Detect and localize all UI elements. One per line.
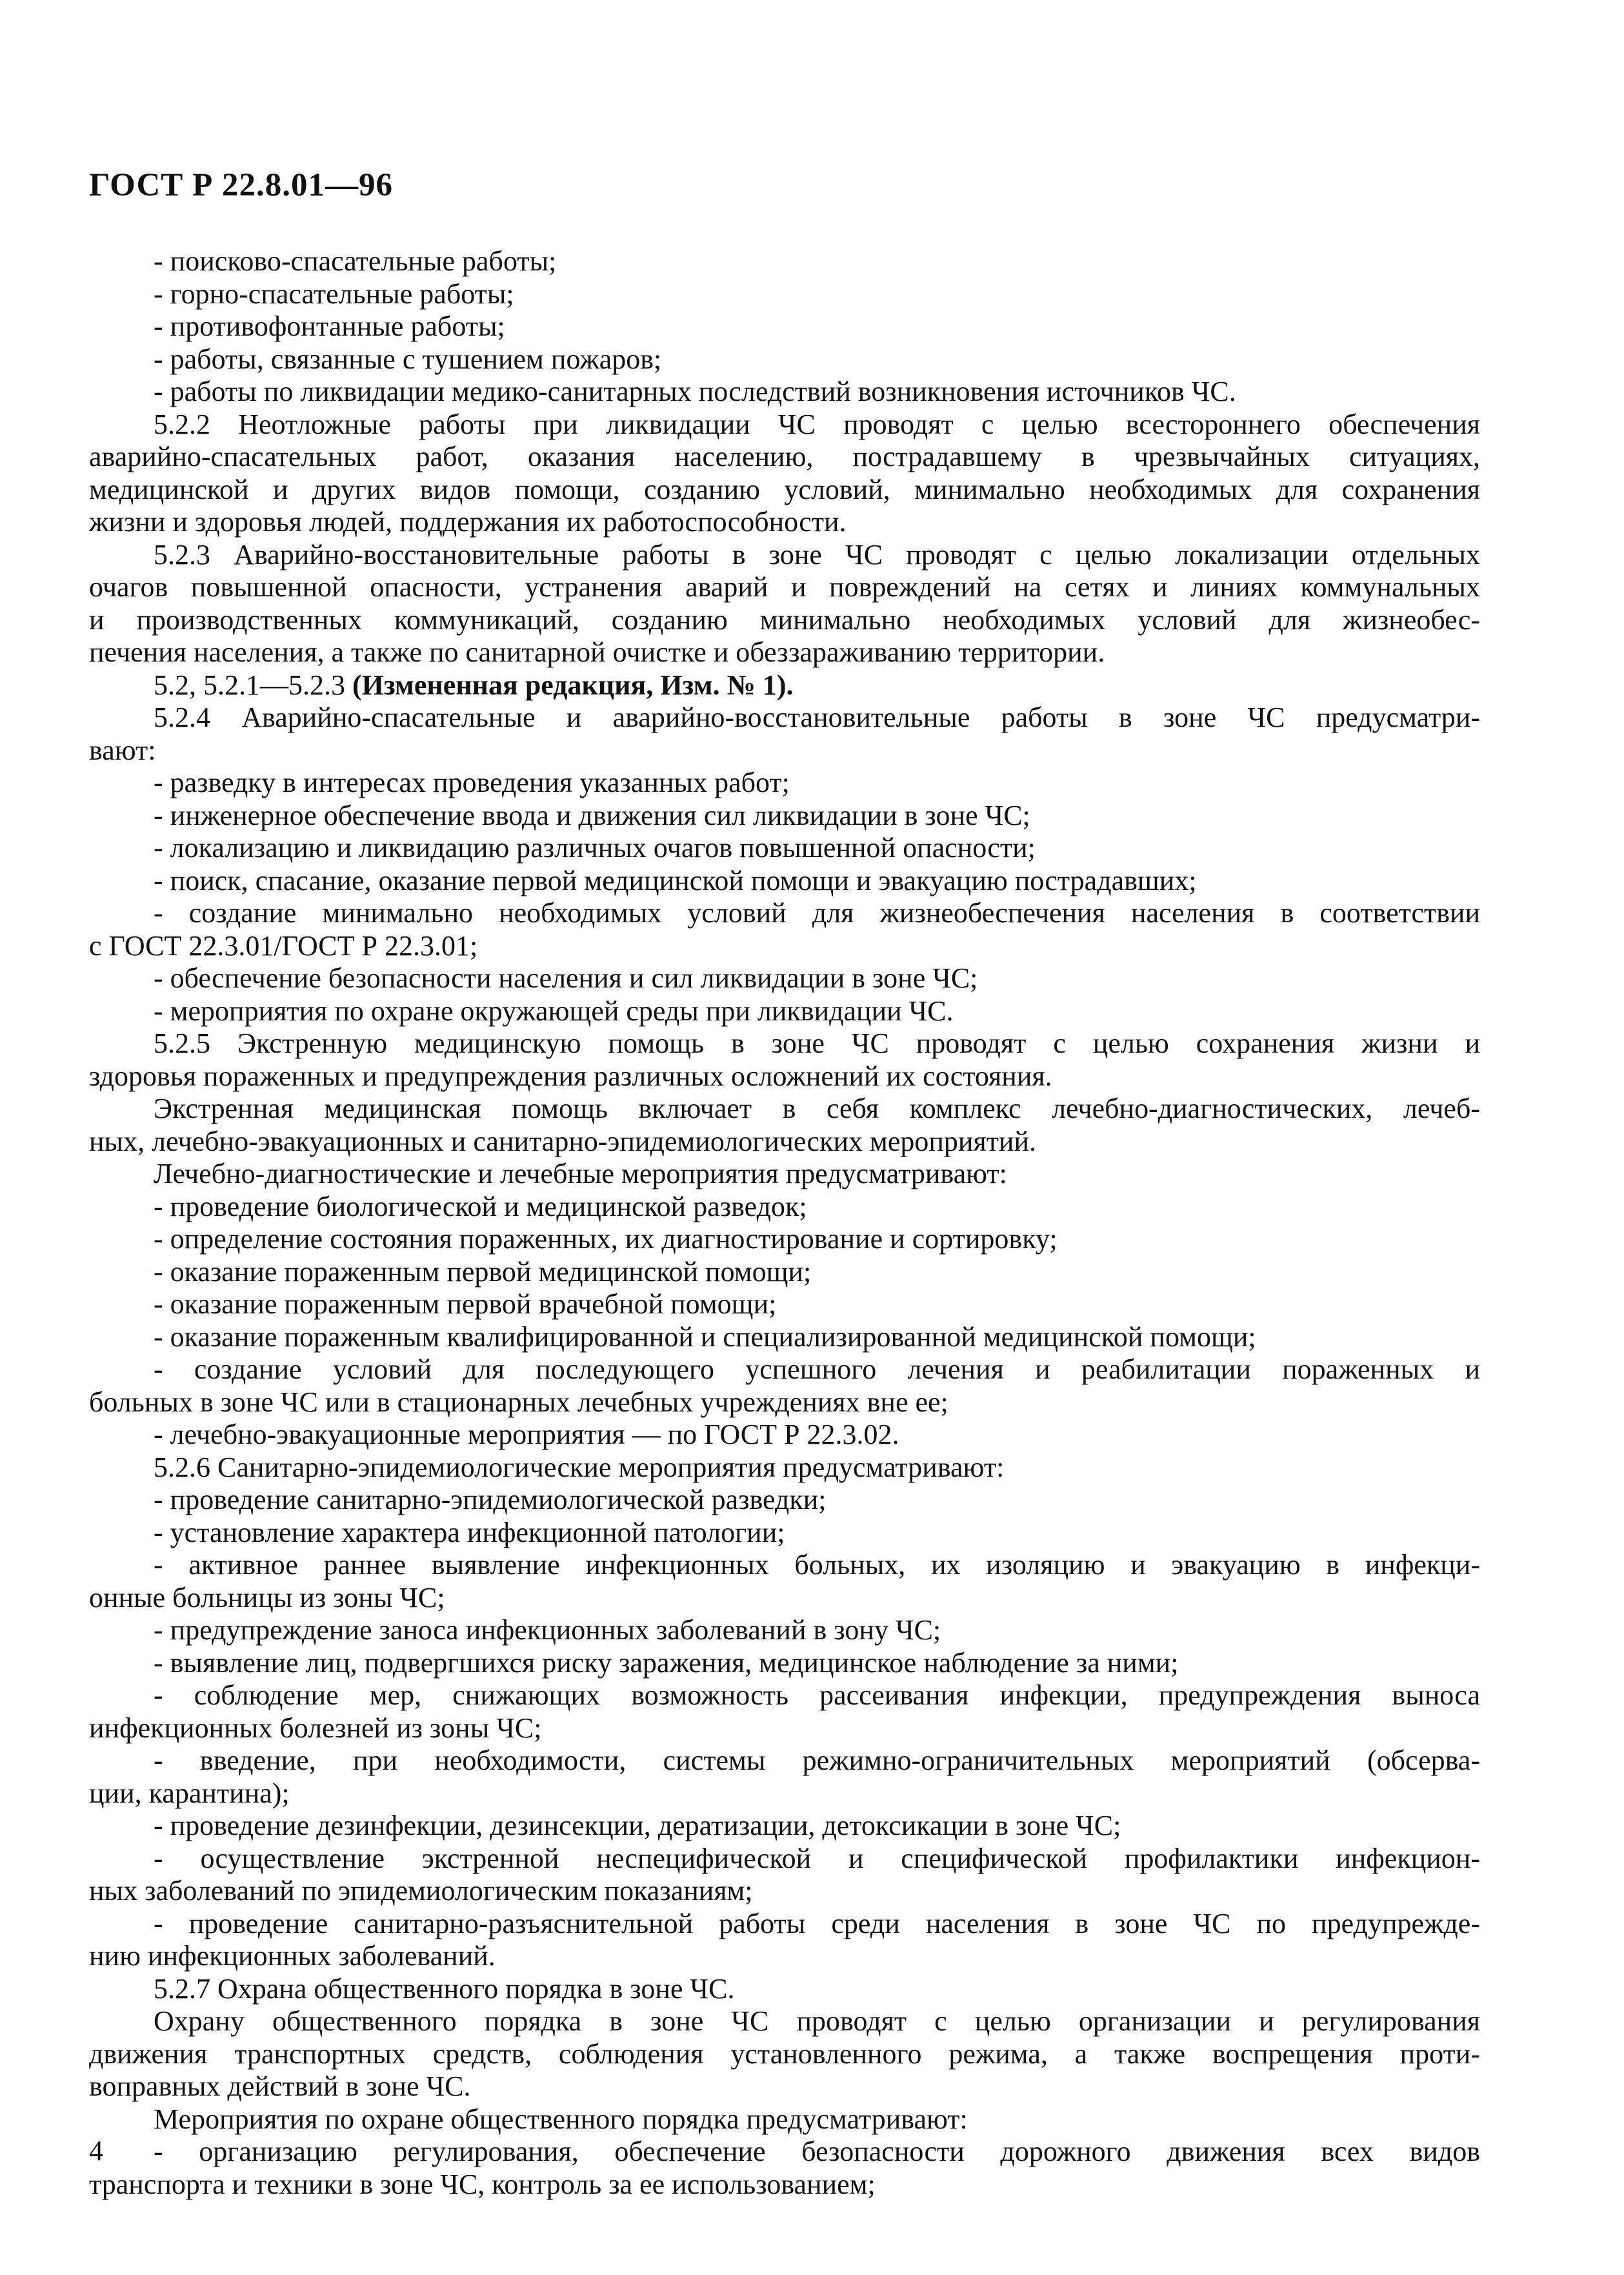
text-line-content: 5.2.7 Охрана общественного порядка в зоне ЧС. — [154, 1972, 735, 2005]
text-line-content: - определение состояния пораженных, их диагностирование и сортировку; — [154, 1223, 1058, 1255]
text-line-content: нию инфекционных заболеваний. — [89, 1940, 496, 1972]
text-line-content: очагов повышенной опасности, устранения аварий и повреждений на сетях и линиях коммунальных — [89, 571, 1480, 603]
text-line-content: транспорта и техники в зоне ЧС, контроль за ее использованием; — [89, 2168, 876, 2200]
text-line-content: - проведение биологической и медицинской разведок; — [154, 1190, 807, 1222]
text-line — [89, 1582, 1480, 1615]
text-line — [89, 539, 1480, 572]
text-line — [89, 409, 1480, 441]
text-line-content: - лечебно-эвакуационные мероприятия — по ГОСТ Р 22.3.02. — [154, 1419, 899, 1450]
text-line-content: онные больницы из зоны ЧС; — [89, 1581, 445, 1613]
text-line — [89, 376, 1480, 409]
text-line-content: - проведение санитарно-разъяснительной работы среди населения в зоне ЧС по предупрежде- — [154, 1907, 1480, 1939]
text-line-content: ных заболеваний по эпидемиологическим показаниям; — [89, 1875, 753, 1906]
text-line-content: медицинской и других видов помощи, созданию условий, минимально необходимых для сохранения — [89, 473, 1480, 505]
text-line — [89, 832, 1480, 865]
text-line — [89, 2136, 1480, 2169]
text-line — [89, 1973, 1480, 2006]
text-line — [89, 474, 1480, 507]
text-line — [89, 1158, 1480, 1191]
text-line — [89, 1908, 1480, 1941]
text-line — [89, 1223, 1480, 1256]
text-line — [89, 734, 1480, 767]
text-line — [89, 1321, 1480, 1354]
text-line — [89, 278, 1480, 311]
text-line — [89, 1060, 1480, 1093]
text-line-content: - инженерное обеспечение ввода и движения сил ликвидации в зоне ЧС; — [154, 799, 1030, 831]
text-line-content: - поисково-спасательные работы; — [154, 245, 557, 277]
text-line — [89, 865, 1480, 898]
text-line-content: инфекционных болезней из зоны ЧС; — [89, 1712, 542, 1744]
text-line-content: - горно-спасательные работы; — [154, 278, 514, 310]
text-line-content: - оказание пораженным квалифицированной и специализированной медицинской помощи; — [154, 1320, 1256, 1353]
text-line-content: жизни и здоровья людей, поддержания их работоспособности. — [89, 506, 847, 538]
text-line — [89, 702, 1480, 734]
text-line-content: 5.2.2 Неотложные работы при ликвидации ЧС проводят с целью всестороннего обеспечения — [154, 408, 1480, 440]
text-line-content: Охрану общественного порядка в зоне ЧС проводят с целью организации и регулирования — [154, 2005, 1480, 2037]
text-line-content: ции, карантина); — [89, 1777, 290, 1809]
text-line — [89, 1353, 1480, 1386]
text-line — [89, 1256, 1480, 1289]
text-line-content: и производственных коммуникаций, созданию минимально необходимых условий для жизнеобес- — [89, 603, 1480, 636]
text-line-content: вают: — [89, 734, 156, 766]
text-line — [89, 1451, 1480, 1484]
text-line-content: ных, лечебно-эвакуационных и санитарно-эпидемиологических мероприятий. — [89, 1125, 1037, 1157]
text-line-content: аварийно-спасательных работ, оказания населению, пострадавшему в чрезвычайных ситуациях, — [89, 441, 1480, 472]
text-line-content: - проведение санитарно-эпидемиологической разведки; — [154, 1484, 827, 1515]
text-line-content: - введение, при необходимости, системы режимно-ограничительных мероприятий (обсерва- — [154, 1744, 1480, 1776]
text-line — [89, 962, 1480, 995]
text-line-content: - локализацию и ликвидацию различных очагов повышенной опасности; — [154, 832, 1036, 864]
text-line-content: - оказание пораженным первой врачебной помощи; — [154, 1288, 777, 1320]
text-line-content: Лечебно-диагностические и лечебные мероприятия предусматривают: — [154, 1158, 1007, 1189]
text-line — [89, 1875, 1480, 1908]
page-number: 4 — [89, 2135, 103, 2167]
text-line — [89, 1777, 1480, 1810]
text-line — [89, 995, 1480, 1028]
text-line — [89, 1484, 1480, 1517]
text-line — [89, 2038, 1480, 2071]
text-line — [89, 1810, 1480, 1843]
document-body — [89, 245, 1480, 2201]
text-line-content: - проведение дезинфекции, дезинсекции, дератизации, детоксикации в зоне ЧС; — [154, 1810, 1121, 1841]
text-line — [89, 2070, 1480, 2103]
text-line-content: - мероприятия по охране окружающей среды при ликвидации ЧС. — [154, 995, 954, 1027]
text-line — [89, 1126, 1480, 1158]
text-line-content: - поиск, спасание, оказание первой медицинской помощи и эвакуацию пострадавших; — [154, 864, 1197, 896]
text-line-content: 5.2.5 Экстренную медицинскую помощь в зоне ЧС проводят с целью сохранения жизни и — [154, 1027, 1480, 1059]
text-line — [89, 1191, 1480, 1224]
text-line-content: - оказание пораженным первой медицинской помощи; — [154, 1255, 812, 1288]
text-line-content: 5.2.4 Аварийно-спасательные и аварийно-восстановительные работы в зоне ЧС предусматри- — [154, 702, 1480, 733]
text-line — [89, 1419, 1480, 1451]
text-line — [89, 310, 1480, 343]
text-line-content: - организацию регулирования, обеспечение безопасности дорожного движения всех видов — [154, 2136, 1480, 2167]
text-line-content: - работы по ликвидации медико-санитарных последствий возникновения источников ЧС. — [154, 376, 1236, 407]
text-line-content: - соблюдение мер, снижающих возможность рассеивания инфекции, предупреждения выноса — [154, 1679, 1480, 1711]
text-line — [89, 2103, 1480, 2136]
text-line — [89, 1843, 1480, 1876]
text-line — [89, 604, 1480, 637]
text-line — [89, 571, 1480, 604]
text-line — [89, 2169, 1480, 2201]
text-line — [89, 1549, 1480, 1582]
text-line — [89, 1093, 1480, 1126]
text-line-content: - разведку в интересах проведения указанных работ; — [154, 767, 790, 798]
text-line — [89, 1386, 1480, 1419]
text-line — [89, 800, 1480, 833]
text-line-content: 5.2.6 Санитарно-эпидемиологические мероприятия предусматривают: — [154, 1451, 1005, 1483]
text-line — [89, 767, 1480, 800]
text-line-content: - создание условий для последующего успешного лечения и реабилитации пораженных и — [154, 1353, 1480, 1385]
document-header: ГОСТ Р 22.8.01—96 — [89, 167, 393, 203]
text-line-content: - создание минимально необходимых условий для жизнеобеспечения населения в соответствии — [154, 897, 1480, 929]
text-line-content: - противофонтанные работы; — [154, 310, 505, 342]
text-line — [89, 636, 1480, 669]
text-line — [89, 1647, 1480, 1680]
text-line-content: - активное раннее выявление инфекционных больных, их изоляцию и эвакуацию в инфекци- — [154, 1549, 1480, 1581]
text-line — [89, 245, 1480, 278]
text-line — [89, 930, 1480, 963]
text-line — [89, 1614, 1480, 1647]
text-line — [89, 1712, 1480, 1745]
text-line — [89, 343, 1480, 376]
bold-amendment-note: (Измененная редакция, Изм. № 1). — [352, 669, 794, 701]
text-line-content: Экстренная медицинская помощь включает в себя комплекс лечебно-диагностических, лечеб- — [154, 1093, 1480, 1124]
text-line — [89, 506, 1480, 539]
text-line-content: 5.2, 5.2.1—5.2.3 — [154, 669, 352, 701]
text-line — [89, 669, 1480, 702]
text-line-content: печения населения, а также по санитарной очистке и обеззараживанию территории. — [89, 636, 1105, 668]
text-line — [89, 1940, 1480, 1973]
text-line-content: движения транспортных средств, соблюдения установленного режима, а также воспрещения проти- — [89, 2037, 1480, 2070]
text-line-content: - работы, связанные с тушением пожаров; — [154, 343, 662, 375]
text-line — [89, 1517, 1480, 1550]
text-line-content: 5.2.3 Аварийно-восстановительные работы в зоне ЧС проводят с целью локализации отдельных — [154, 538, 1480, 571]
text-line-content: - предупреждение заноса инфекционных заболеваний в зону ЧС; — [154, 1614, 941, 1646]
text-line-content: - выявление лиц, подвергшихся риску заражения, медицинское наблюдение за ними; — [154, 1646, 1179, 1679]
text-line — [89, 897, 1480, 930]
text-line — [89, 441, 1480, 474]
text-line-content: больных в зоне ЧС или в стационарных лечебных учреждениях вне ее; — [89, 1386, 948, 1418]
text-line — [89, 1288, 1480, 1321]
text-line — [89, 1744, 1480, 1777]
text-line-content: - установление характера инфекционной патологии; — [154, 1516, 785, 1548]
text-line-content: здоровья пораженных и предупреждения различных осложнений их состояния. — [89, 1060, 1052, 1092]
text-line — [89, 1679, 1480, 1712]
text-line-content: - обеспечение безопасности населения и сил ликвидации в зоне ЧС; — [154, 962, 978, 994]
text-line-content: - осуществление экстренной неспецифической и специфической профилактики инфекцион- — [154, 1842, 1480, 1874]
text-line — [89, 2005, 1480, 2038]
text-line — [89, 1027, 1480, 1060]
text-line-content: Мероприятия по охране общественного порядка предусматривают: — [154, 2103, 968, 2135]
text-line-content: с ГОСТ 22.3.01/ГОСТ Р 22.3.01; — [89, 929, 478, 962]
text-line-content: воправных действий в зоне ЧС. — [89, 2070, 471, 2102]
